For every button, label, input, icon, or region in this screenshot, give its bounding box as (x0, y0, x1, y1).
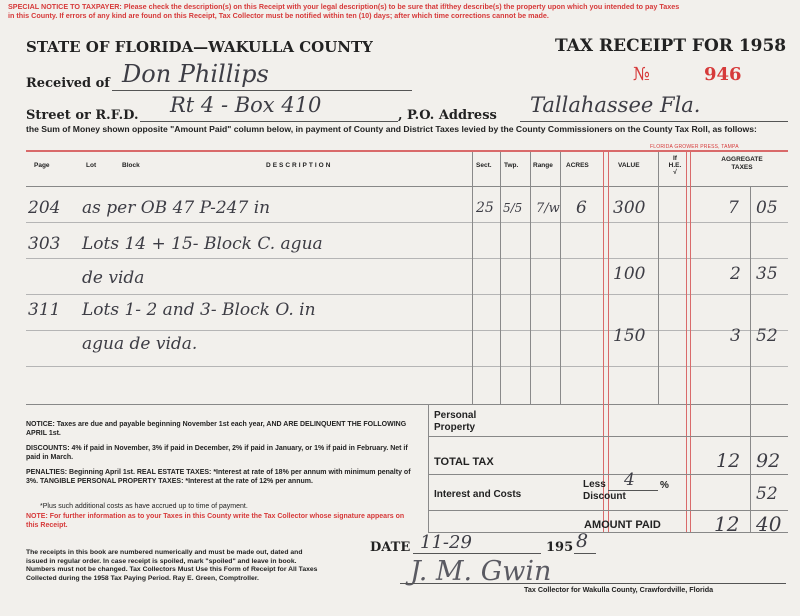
interest-costs-label: Interest and Costs (434, 489, 522, 500)
summary-left-border (428, 404, 429, 532)
row1-page: 204 (28, 198, 61, 218)
col-he (666, 155, 684, 176)
personal-property-line-2: Property (434, 422, 476, 433)
receipt-number-label: № (633, 64, 651, 85)
received-label: Received of (26, 76, 110, 91)
col-aggregate-line-2: TAXES (731, 164, 753, 171)
col-value: VALUE (618, 162, 640, 169)
less-label: Less (583, 479, 606, 490)
row3-tax-dollars: 2 (730, 264, 741, 284)
col-divider-red (603, 152, 604, 532)
received-line (112, 90, 412, 91)
row1-tax-cents: 05 (756, 198, 778, 218)
col-divider (658, 152, 659, 404)
discount-label: Discount (583, 491, 626, 502)
row3-value: 100 (613, 264, 646, 284)
receipt-number: 946 (704, 64, 742, 85)
row-line (26, 222, 788, 223)
col-aggregate-line-1: AGGREGATE (721, 156, 763, 163)
col-lot: Lot (86, 162, 97, 169)
row4-page: 311 (28, 300, 61, 320)
summary-rule (428, 510, 788, 511)
table-top-rule (26, 150, 788, 152)
col-divider-red (608, 152, 609, 532)
po-label: , P.O. Address (398, 108, 497, 123)
col-divider (560, 152, 561, 404)
penalties-notice: PENALTIES: Beginning April 1st. REAL ESTATE TAXES: *Interest at rate of 18% per annum with minimum penalty of 3%. TANGIBLE PERSONAL PROPERTY TAXES: *Interest at the rate of 12% per annum. (26, 469, 411, 485)
po-value: Tallahassee Fla. (530, 93, 701, 117)
row1-value: 300 (613, 198, 646, 218)
special-notice (8, 2, 798, 20)
cents-divider (750, 186, 751, 532)
date-line (413, 553, 541, 554)
col-he-line-1: If (673, 155, 677, 162)
row-line (26, 330, 788, 331)
tax-collector-signature: J. M. Gwin (410, 556, 552, 587)
summary-rule (428, 474, 788, 475)
col-block: Block (122, 162, 140, 169)
row2-description: Lots 14 + 15- Block C. agua (82, 234, 323, 254)
table-bottom-rule (26, 404, 788, 405)
date-year-suffix: 8 (576, 530, 589, 552)
row-line (26, 294, 788, 295)
row1-acres: 6 (576, 198, 587, 218)
row-line (26, 366, 788, 367)
row1-tax-dollars: 7 (728, 198, 739, 218)
col-he-line-2: H.E. (668, 162, 682, 169)
personal-property-label (434, 410, 476, 434)
col-divider (500, 152, 501, 404)
personal-property-line-1: Personal (434, 410, 477, 421)
col-divider-red (690, 152, 691, 532)
col-divider (530, 152, 531, 404)
year-line (574, 553, 596, 554)
comptroller-instructions: The receipts in this book are numbered numerically and must be made out, dated and issued in regular order. In case receipt is spoiled, mark "spoiled" and leave in book. Numbers must not be changed. Tax Collectors Must Use this Form of Receipt for All Taxes Collected during the 1958 Tax Paying Period. Ray E. Green, Comptroller. (26, 549, 318, 582)
discounts-notice: DISCOUNTS: 4% if paid in November, 3% if paid in December, 2% if paid in January, or 1% if paid in February. Net if paid in March. (26, 445, 408, 461)
row1-sect: 25 (476, 200, 494, 216)
po-line (520, 121, 788, 122)
discount-cents: 52 (756, 484, 778, 504)
col-description: DESCRIPTION (266, 162, 333, 169)
amount-paid-dollars: 12 (714, 512, 740, 536)
street-line (140, 121, 398, 122)
row3-tax-cents: 35 (756, 264, 778, 284)
row1-description: as per OB 47 P-247 in (82, 198, 271, 218)
col-range: Range (533, 162, 553, 169)
row5-tax-dollars: 3 (730, 326, 741, 346)
col-aggregate (700, 156, 784, 172)
col-divider (472, 152, 473, 404)
total-tax-label: TOTAL TAX (434, 456, 494, 468)
payment-statement: the Sum of Money shown opposite "Amount Paid" column below, in payment of County and District Taxes levied by the County Commissioners on the County Tax Roll, as follows: (26, 124, 757, 134)
notice-line-1: SPECIAL NOTICE TO TAXPAYER: Please check the description(s) on this Receipt with your legal description(s) to be sure that if/they describe(s) the property upon which you intended to pay Taxes (8, 2, 680, 11)
row1-range: 7/w (536, 201, 560, 216)
signature-caption: Tax Collector for Wakulla County, Crawfordville, Florida (524, 585, 714, 594)
delinquent-notice: NOTICE: Taxes are due and payable beginning November 1st each year, AND ARE DELINQUENT THE FOLLOWING APRIL 1st. (26, 421, 407, 437)
signature-line (400, 583, 786, 584)
row4-description: Lots 1- 2 and 3- Block O. in (82, 300, 316, 320)
street-value: Rt 4 - Box 410 (170, 93, 322, 117)
col-he-line-3: √ (673, 169, 677, 176)
col-sect: Sect. (476, 162, 492, 169)
amount-paid-cents: 40 (756, 512, 782, 536)
col-twp: Twp. (504, 162, 519, 169)
col-acres: ACRES (566, 162, 589, 169)
total-tax-dollars: 12 (716, 450, 741, 472)
col-page: Page (34, 162, 50, 169)
row2-page: 303 (28, 234, 61, 254)
total-tax-cents: 92 (756, 450, 781, 472)
row-line (26, 258, 788, 259)
received-name: Don Phillips (122, 60, 269, 88)
date-value: 11-29 (420, 532, 472, 553)
amount-paid-label: AMOUNT PAID (584, 519, 661, 531)
row5-tax-cents: 52 (756, 326, 778, 346)
row3-description: de vida (82, 268, 145, 288)
row1-twp: 5/5 (503, 201, 523, 215)
col-divider-red (686, 152, 687, 532)
receipt-title: TAX RECEIPT FOR 1958 (555, 36, 787, 56)
discount-percent: 4 (624, 470, 635, 490)
street-label: Street or R.F.D. (26, 108, 139, 123)
row5-description: agua de vida. (82, 334, 198, 354)
date-year-prefix: 195 (546, 540, 574, 555)
printer-credit: FLORIDA GROWER PRESS, TAMPA (650, 144, 739, 150)
row5-value: 150 (613, 326, 646, 346)
date-label: DATE (370, 540, 411, 555)
costs-notice: *Plus such additional costs as have accrued up to time of payment. (40, 503, 248, 510)
summary-rule (428, 436, 788, 437)
table-header-rule (26, 186, 788, 187)
notice-line-2: in this County. If errors of any kind are found on this Receipt, Tax Collector must be notified within ten (10) days; after which time corrections cannot be made. (8, 11, 549, 20)
percent-sign: % (660, 480, 669, 491)
information-note: NOTE: For further information as to your Taxes in this County write the Tax Collector whose signature appears on this Receipt. (26, 513, 405, 529)
state-county-heading: STATE OF FLORIDA—WAKULLA COUNTY (26, 38, 373, 56)
